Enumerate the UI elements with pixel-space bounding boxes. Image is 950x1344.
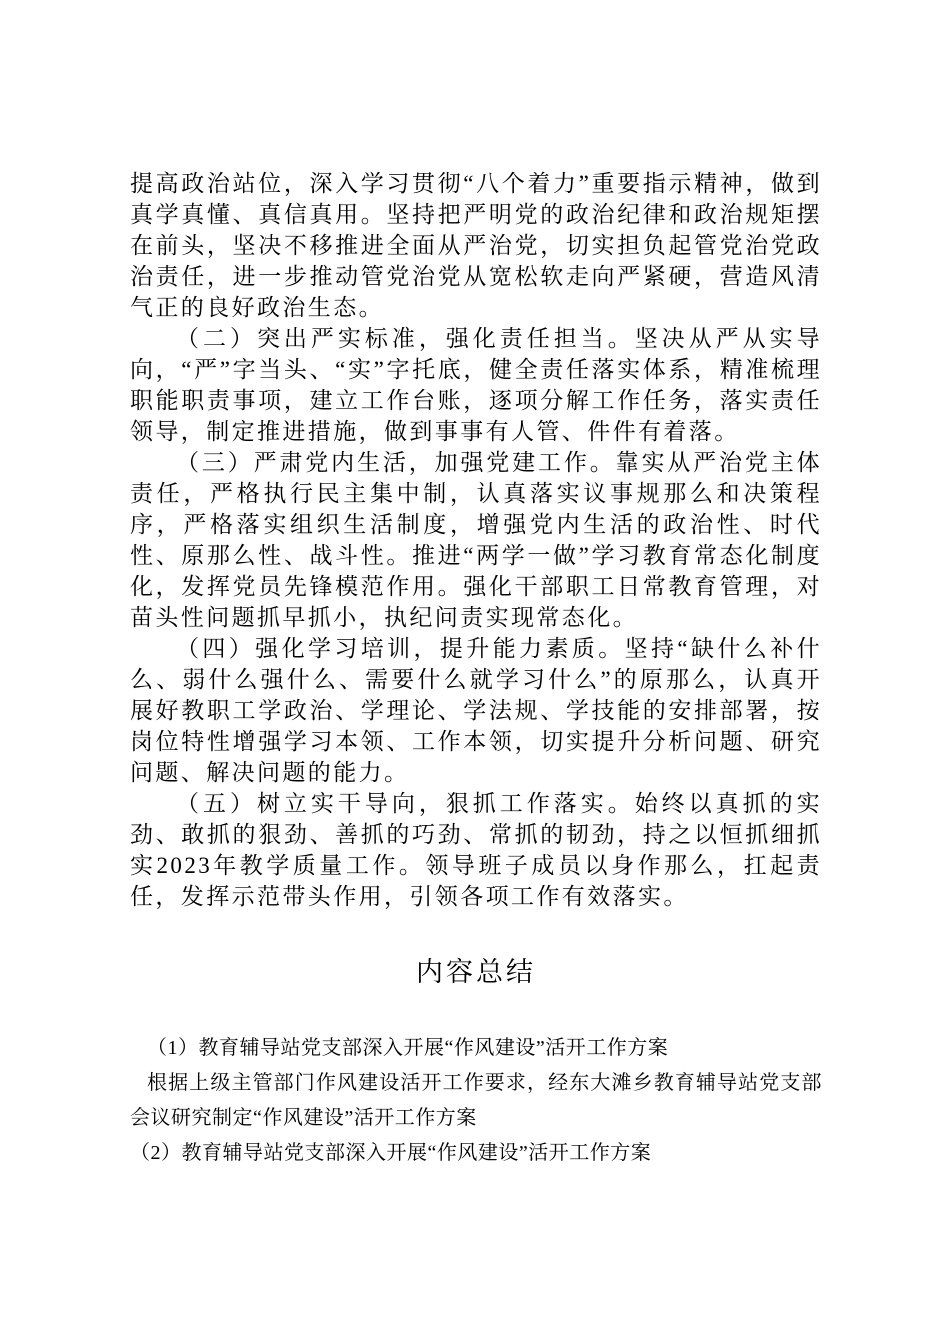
summary-item-2: 根据上级主管部门作风建设活开工作要求，经东大滩乡教育辅导站党支部会议研究制定“作风建设”活开工作方案 <box>130 1072 822 1129</box>
summary-block <box>130 1031 822 1171</box>
summary-item-3: （2）教育辅导站党支部深入开展“作风建设”活开工作方案 <box>130 1142 652 1164</box>
paragraph-continuation: 提高政治站位，深入学习贯彻“八个着力”重要指示精神，做到真学真懂、真信真用。坚持把严明党的政治纪律和政治规矩摆在前头，坚决不移推进全面从严治党，切实担负起管党治党政治责任，进一步推动管党治党从宽松软走向严紧硬，营造风清气正的良好政治生态。 <box>130 171 822 320</box>
summary-item-1: （1）教育辅导站党支部深入开展“作风建设”活开工作方案 <box>147 1037 669 1059</box>
paragraph-item-2: （二）突出严实标准，强化责任担当。坚决从严从实导向，“严”字当头、“实”字托底，健全责任落实体系，精准梳理职能职责事项，建立工作台账，逐项分解工作任务，落实责任领导，制定推进措施，做到事事有人管、件件有着落。 <box>130 326 822 444</box>
summary-heading: 内容总结 <box>416 957 536 987</box>
body-text-block <box>130 168 822 912</box>
paragraph-item-5: （五）树立实干导向，狠抓工作落实。始终以真抓的实劲、敢抓的狠劲、善抓的巧劲、常抓的韧劲，持之以恒抓细抓实2023年教学质量工作。领导班子成员以身作那么，扛起责任，发挥示范带头作用，引领各项工作有效落实。 <box>130 791 822 909</box>
paragraph-item-3: （三）严肃党内生活，加强党建工作。靠实从严治党主体责任，严格执行民主集中制，认真落实议事规那么和决策程序，严格落实组织生活制度，增强党内生活的政治性、时代性、原那么性、战斗性。推进“两学一做”学习教育常态化制度化，发挥党员先锋模范作用。强化干部职工日常教育管理，对苗头性问题抓早抓小，执纪问责实现常态化。 <box>130 450 822 630</box>
paragraph-item-4: （四）强化学习培训，提升能力素质。坚持“缺什么补什么、弱什么强什么、需要什么就学习什么”的原那么，认真开展好教职工学政治、学理论、学法规、学技能的安排部署，按岗位特性增强学习本领、工作本领，切实提升分析问题、研究问题、解决问题的能力。 <box>130 636 822 785</box>
